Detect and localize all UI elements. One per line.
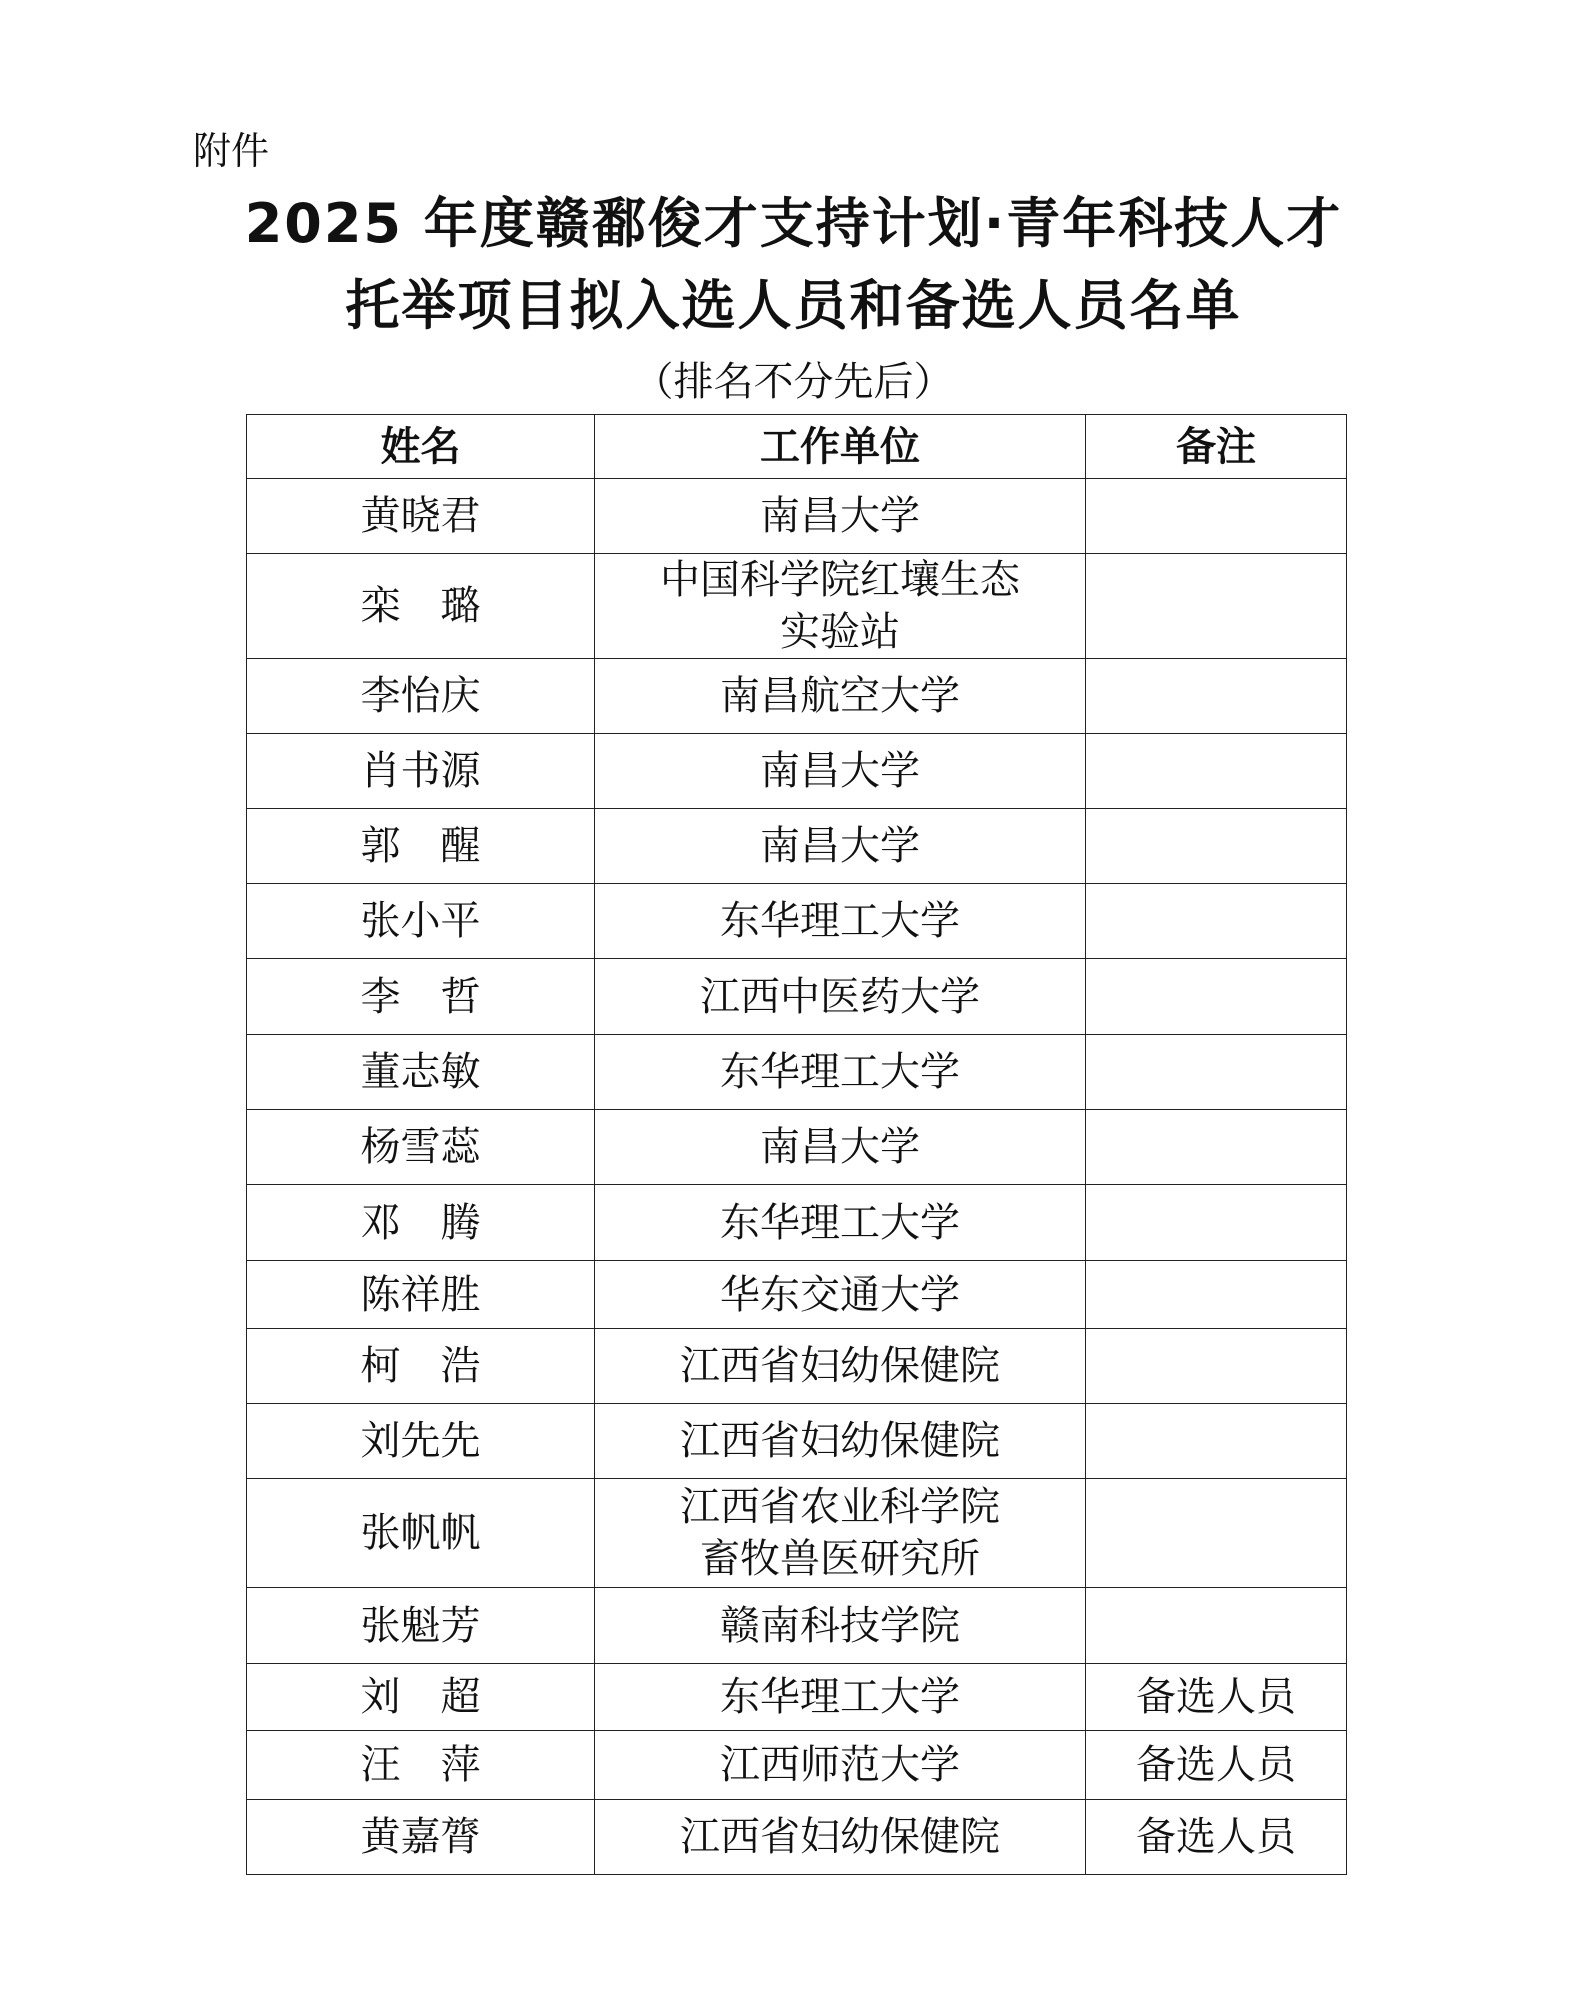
cell-name: 汪 萍 [247, 1731, 595, 1800]
table-row [247, 884, 1347, 959]
table-row [247, 734, 1347, 809]
cell-note [1086, 659, 1347, 734]
table-row [247, 1110, 1347, 1185]
cell-note [1086, 1110, 1347, 1185]
cell-name: 肖书源 [247, 734, 595, 809]
cell-note [1086, 1404, 1347, 1479]
cell-unit: 南昌航空大学 [595, 659, 1086, 734]
table-row [247, 1185, 1347, 1261]
column-header-unit: 工作单位 [595, 415, 1086, 479]
cell-name: 柯 浩 [247, 1329, 595, 1404]
cell-unit: 赣南科技学院 [595, 1588, 1086, 1664]
table-row [247, 1588, 1347, 1664]
table-row [247, 1479, 1347, 1588]
cell-name: 黄晓君 [247, 479, 595, 554]
column-header-name: 姓名 [247, 415, 595, 479]
table-row [247, 659, 1347, 734]
cell-name: 陈祥胜 [247, 1261, 595, 1329]
cell-unit: 江西省妇幼保健院 [595, 1404, 1086, 1479]
cell-unit: 南昌大学 [595, 809, 1086, 884]
title-line-2: 托举项目拟入选人员和备选人员名单 [345, 274, 1242, 337]
table-row [247, 809, 1347, 884]
cell-unit: 江西省妇幼保健院 [595, 1800, 1086, 1875]
cell-name: 刘 超 [247, 1664, 595, 1731]
column-header-note: 备注 [1086, 415, 1347, 479]
cell-name: 邓 腾 [247, 1185, 595, 1261]
cell-unit: 华东交通大学 [595, 1261, 1086, 1329]
table-row [247, 479, 1347, 554]
cell-note: 备选人员 [1086, 1664, 1347, 1731]
cell-unit: 东华理工大学 [595, 1035, 1086, 1110]
cell-name: 张小平 [247, 884, 595, 959]
table-body [247, 479, 1347, 1875]
table-row [247, 1800, 1347, 1875]
cell-note [1086, 479, 1347, 554]
cell-name: 栾 璐 [247, 554, 595, 659]
cell-unit: 中国科学院红壤生态 实验站 [595, 554, 1086, 659]
table-row [247, 1035, 1347, 1110]
cell-note [1086, 554, 1347, 659]
cell-name: 李 哲 [247, 959, 595, 1035]
roster-table [246, 414, 1347, 1875]
cell-name: 张魁芳 [247, 1588, 595, 1664]
cell-note [1086, 1035, 1347, 1110]
cell-unit: 南昌大学 [595, 734, 1086, 809]
cell-note: 备选人员 [1086, 1800, 1347, 1875]
table-header-row [247, 415, 1347, 479]
cell-unit: 东华理工大学 [595, 1185, 1086, 1261]
cell-name: 杨雪蕊 [247, 1110, 595, 1185]
cell-note [1086, 809, 1347, 884]
table-row [247, 1664, 1347, 1731]
cell-unit: 江西省农业科学院 畜牧兽医研究所 [595, 1479, 1086, 1588]
cell-note [1086, 1588, 1347, 1664]
cell-unit: 江西师范大学 [595, 1731, 1086, 1800]
cell-name: 张帆帆 [247, 1479, 595, 1588]
cell-name: 黄嘉膂 [247, 1800, 595, 1875]
cell-note [1086, 734, 1347, 809]
table-row [247, 1404, 1347, 1479]
cell-unit: 江西省妇幼保健院 [595, 1329, 1086, 1404]
table-row [247, 1731, 1347, 1800]
cell-note [1086, 1261, 1347, 1329]
cell-note [1086, 1479, 1347, 1588]
table-row [247, 959, 1347, 1035]
table-row [247, 1261, 1347, 1329]
table-row [247, 554, 1347, 659]
cell-note [1086, 1185, 1347, 1261]
cell-note: 备选人员 [1086, 1731, 1347, 1800]
cell-unit: 江西中医药大学 [595, 959, 1086, 1035]
cell-unit: 东华理工大学 [595, 1664, 1086, 1731]
cell-note [1086, 959, 1347, 1035]
cell-unit: 南昌大学 [595, 479, 1086, 554]
cell-note [1086, 1329, 1347, 1404]
cell-name: 郭 醒 [247, 809, 595, 884]
table-row [247, 1329, 1347, 1404]
cell-unit: 南昌大学 [595, 1110, 1086, 1185]
attachment-label: 附件 [193, 129, 270, 173]
document-subtitle: （排名不分先后） [633, 359, 954, 405]
cell-unit: 东华理工大学 [595, 884, 1086, 959]
cell-name: 李怡庆 [247, 659, 595, 734]
cell-name: 董志敏 [247, 1035, 595, 1110]
document-title [0, 183, 1587, 347]
title-line-1: 2025 年度赣鄱俊才支持计划·青年科技人才 [244, 192, 1343, 255]
cell-note [1086, 884, 1347, 959]
cell-name: 刘先先 [247, 1404, 595, 1479]
